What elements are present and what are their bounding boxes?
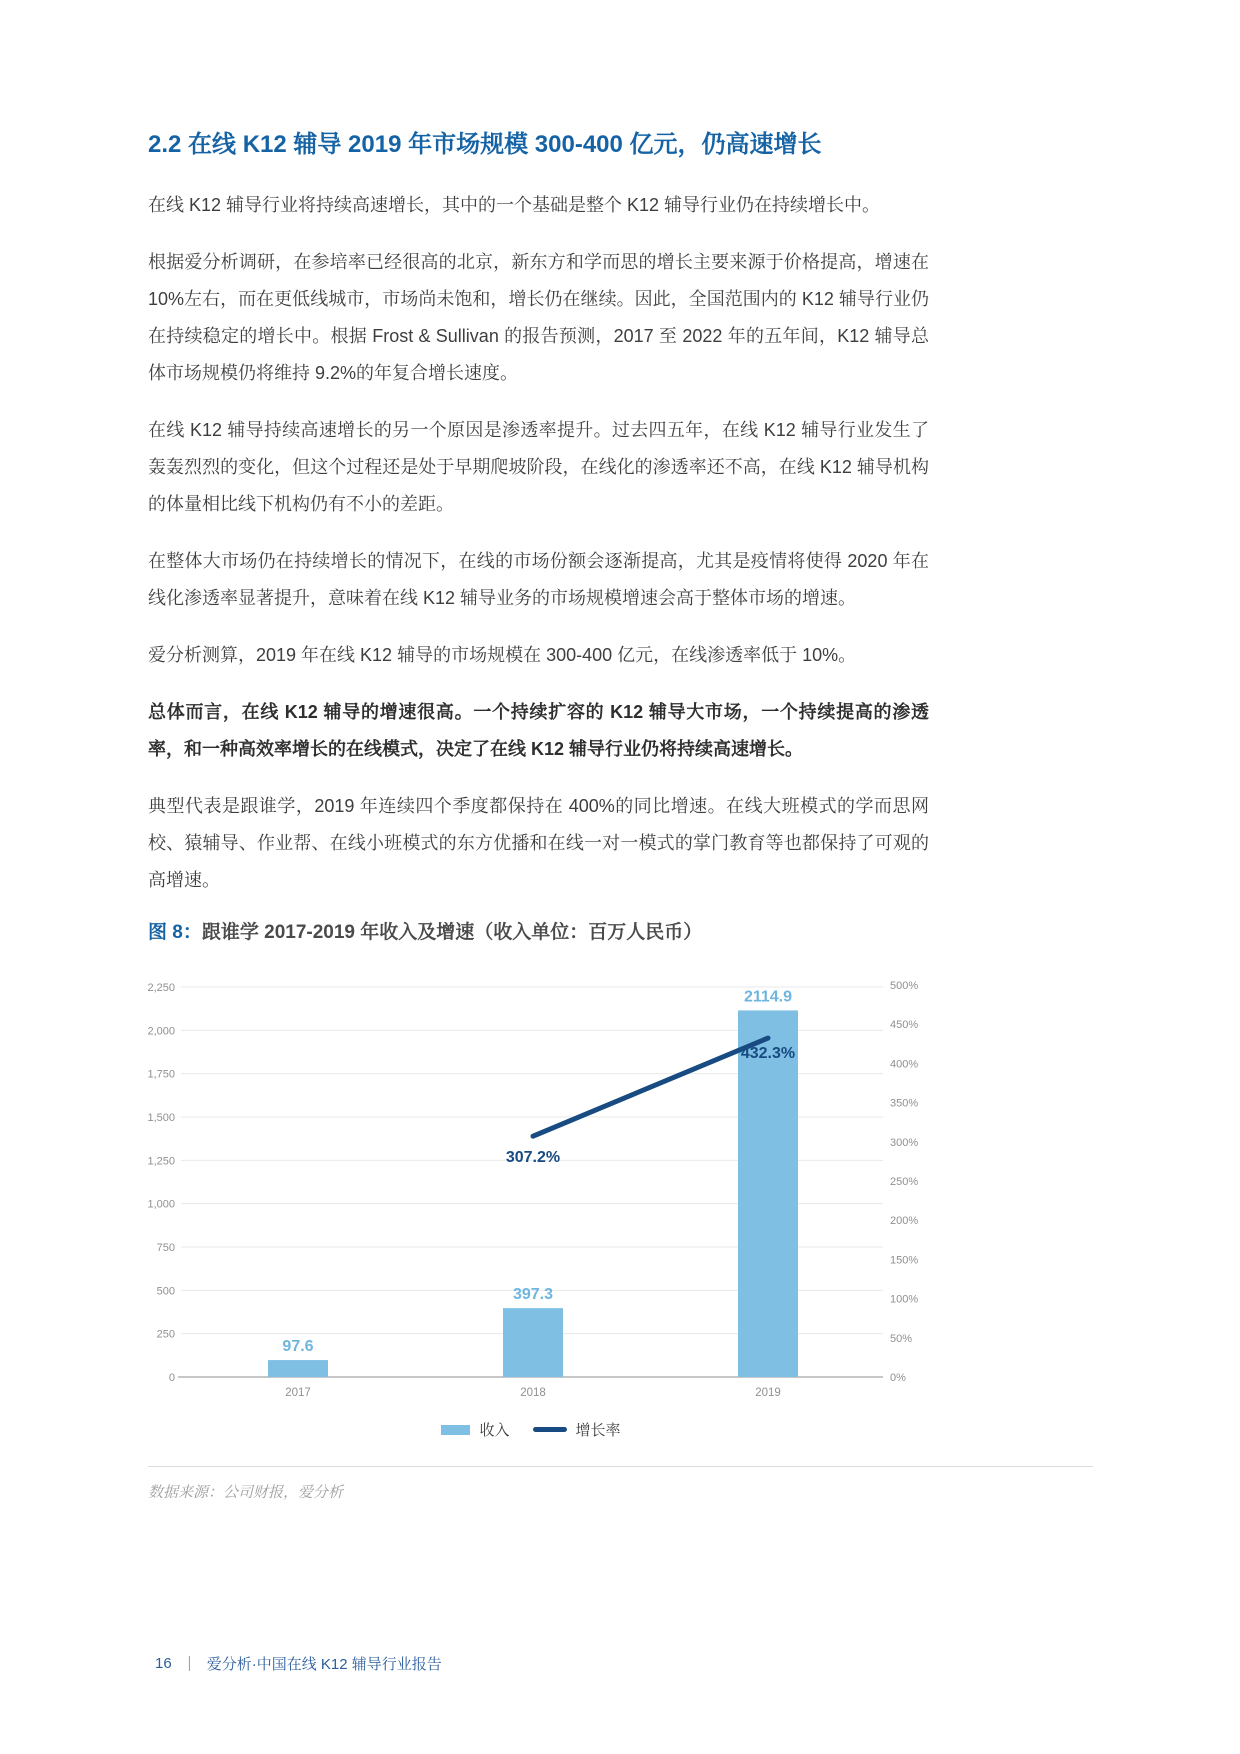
svg-text:0: 0	[168, 1372, 175, 1384]
svg-text:2017: 2017	[285, 1387, 311, 1399]
svg-text:350%: 350%	[890, 1097, 919, 1110]
bar-value-label: 2114.9	[743, 988, 793, 1006]
svg-text:500: 500	[156, 1285, 175, 1298]
svg-text:50%: 50%	[890, 1332, 913, 1345]
paragraph: 在线 K12 辅导持续高速增长的另一个原因是渗透率提升。过去四五年，在线 K12 辅导行业发生了轰轰烈烈的变化，但这个过程还是处于早期爬坡阶段，在线化的渗透率还不高，在线 K12 辅导机构的体量相比线下机构仍有不小的差距。	[148, 420, 929, 514]
svg-text:300%: 300%	[890, 1136, 919, 1149]
bar-2018	[503, 1308, 563, 1377]
bar-value-label: 97.6	[282, 1338, 314, 1356]
figure-caption	[148, 919, 702, 947]
paragraph: 典型代表是跟谁学，2019 年连续四个季度都保持在 400%的同比增速。在线大班模式的学而思网校、猿辅导、作业帮、在线小班模式的东方优播和在线一对一模式的掌门教育等也都保持了可观的高增速。	[148, 796, 929, 890]
chart-legend	[131, 1419, 931, 1440]
svg-text:150%: 150%	[890, 1254, 919, 1267]
svg-text:1,750: 1,750	[147, 1068, 175, 1081]
bar-2019	[738, 1010, 798, 1377]
svg-text:2018: 2018	[520, 1387, 546, 1399]
svg-text:2019: 2019	[755, 1387, 781, 1399]
revenue-growth-chart	[131, 972, 931, 1417]
x-axis-ticks	[285, 1387, 781, 1399]
svg-text:500%: 500%	[890, 980, 919, 992]
left-axis-ticks	[147, 982, 175, 1384]
svg-text:100%: 100%	[890, 1293, 919, 1306]
growth-legend-swatch	[533, 1427, 567, 1432]
paragraph: 在整体大市场仍在持续增长的情况下，在线的市场份额会逐渐提高，尤其是疫情将使得 2020 年在线化渗透率显著提升，意味着在线 K12 辅导业务的市场规模增速会高于整体市场的增速。	[148, 551, 929, 608]
svg-text:250: 250	[156, 1328, 175, 1341]
revenue-bars	[268, 988, 798, 1377]
svg-text:1,500: 1,500	[147, 1112, 175, 1124]
section-heading: 2.2 在线 K12 辅导 2019 年市场规模 300-400 亿元，仍高速增长	[148, 131, 822, 158]
revenue-legend-label: 收入	[479, 1422, 510, 1439]
svg-text:400%: 400%	[890, 1058, 919, 1071]
page-number: 16	[155, 1655, 172, 1672]
svg-text:0%: 0%	[890, 1372, 906, 1384]
figure-number-label: 图 8：	[148, 922, 202, 943]
growth-value-label: 307.2%	[505, 1149, 561, 1167]
data-source-note: 数据来源：公司财报，爱分析	[148, 1484, 344, 1501]
paragraph-list	[148, 187, 929, 899]
growth-value-label: 432.3%	[740, 1045, 796, 1063]
svg-text:1,250: 1,250	[147, 1155, 175, 1168]
footer-report-title: 爱分析·中国在线 K12 辅导行业报告	[206, 1656, 442, 1673]
bar-2017	[268, 1360, 328, 1377]
paragraph: 根据爱分析调研，在参培率已经很高的北京，新东方和学而思的增长主要来源于价格提高，增速在 10%左右，而在更低线城市，市场尚未饱和，增长仍在继续。因此，全国范围内的 K12 辅导行业仍在持续稳定的增长中。根据 Frost & Sullivan 的报告预测，2017 至 2022 年的五年间，K12 辅导总体市场规模仍将维持 9.2%的年复合增长速度。	[148, 252, 929, 383]
paragraph: 爱分析测算，2019 年在线 K12 辅导的市场规模在 300-400 亿元，在线渗透率低于 10%。	[148, 645, 857, 665]
svg-text:450%: 450%	[890, 1019, 919, 1032]
svg-text:200%: 200%	[890, 1215, 919, 1228]
growth-legend-label: 增长率	[575, 1422, 621, 1439]
svg-text:2,250: 2,250	[147, 982, 175, 994]
paragraph: 在线 K12 辅导行业将持续高速增长，其中的一个基础是整个 K12 辅导行业仍在持续增长中。	[148, 195, 881, 215]
svg-text:250%: 250%	[890, 1176, 919, 1188]
bar-value-label: 397.3	[512, 1286, 554, 1304]
svg-text:750: 750	[156, 1242, 175, 1254]
right-axis-ticks	[890, 980, 918, 1384]
svg-text:1,000: 1,000	[147, 1198, 175, 1211]
svg-text:2,000: 2,000	[147, 1025, 175, 1038]
article-body	[148, 128, 929, 919]
revenue-legend-swatch	[441, 1425, 470, 1435]
page-footer	[155, 1653, 442, 1674]
paragraph: 总体而言，在线 K12 辅导的增速很高。一个持续扩容的 K12 辅导大市场，一个持续提高的渗透率，和一种高效率增长的在线模式，决定了在线 K12 辅导行业仍将持续高速增长。	[148, 702, 929, 759]
figure-divider	[148, 1466, 1093, 1467]
figure-title-text: 跟谁学 2017-2019 年收入及增速（收入单位：百万人民币）	[201, 922, 703, 943]
footer-separator: ｜	[181, 1656, 197, 1673]
